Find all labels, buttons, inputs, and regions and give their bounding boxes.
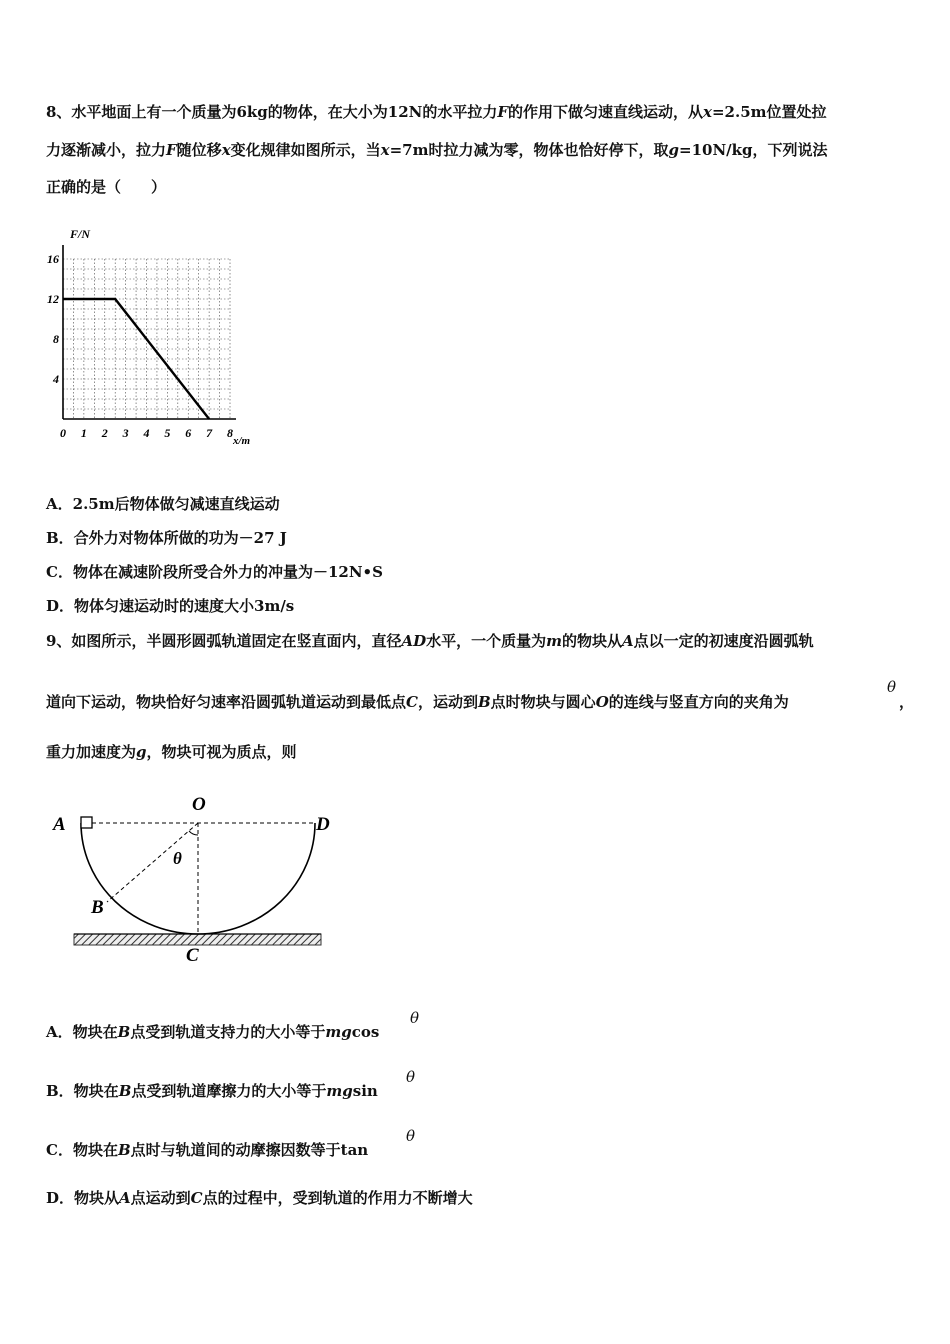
q9-option-b[interactable]: B．物块在B点受到轨道摩擦力的大小等于mgsin	[46, 1082, 378, 1100]
q9-option-d[interactable]: D．物块从A点运动到C点的过程中，受到轨道的作用力不断增大	[46, 1189, 473, 1207]
theta-angle-arc	[189, 831, 198, 835]
label-c: C	[186, 945, 199, 966]
force-displacement-graph	[42, 222, 262, 452]
y-tick-label: 4	[53, 372, 59, 386]
q8-stem-line-1: 8、水平地面上有一个质量为6kg的物体，在大小为12N的水平拉力F的作用下做匀速直线运动，从x=2.5m位置处拉	[46, 103, 827, 121]
q8-option-b[interactable]: B．合外力对物体所做的功为－27 J	[46, 529, 287, 547]
x-tick-label: 3	[122, 426, 129, 440]
x-tick-label: 7	[206, 426, 213, 440]
x-tick-label: 4	[143, 426, 150, 440]
label-d: D	[316, 814, 330, 835]
q8-option-d[interactable]: D．物体匀速运动时的速度大小3m/s	[46, 597, 295, 615]
chart-ticks	[47, 252, 233, 440]
radius-ob-dashed	[107, 823, 198, 902]
label-theta: θ	[173, 849, 182, 868]
theta-symbol: θ	[887, 678, 897, 696]
q8-option-a[interactable]: A．2.5m后物体做匀减速直线运动	[46, 495, 280, 513]
q9-stem-line-3: 重力加速度为g，物块可视为质点，则	[46, 743, 297, 761]
chart-axes	[63, 245, 236, 419]
theta-symbol: θ	[410, 1009, 420, 1027]
q8-option-c[interactable]: C．物体在减速阶段所受合外力的冲量为－12N•S	[46, 563, 383, 581]
x-tick-label: 8	[227, 426, 233, 440]
x-tick-label: 1	[80, 426, 87, 440]
theta-symbol: θ	[406, 1068, 416, 1086]
label-o: O	[192, 794, 206, 815]
ground-hatch	[74, 934, 321, 945]
q9-stem-line-1: 9、如图所示，半圆形圆弧轨道固定在竖直面内，直径AD水平，一个质量为m的物块从A点以一定的初速度沿圆弧轨	[46, 632, 814, 650]
block-at-a	[81, 817, 92, 828]
q8-stem-line-2: 力逐渐减小，拉力F随位移x变化规律如图所示，当x=7m时拉力减为零，物体也恰好停下，取g=10N/kg，下列说法	[46, 141, 828, 159]
x-tick-label: 6	[185, 426, 192, 440]
label-a: A	[53, 814, 66, 835]
y-tick-label: 16	[47, 252, 59, 266]
y-tick-label: 8	[53, 332, 59, 346]
q8-stem-line-3: 正确的是（ ）	[46, 178, 167, 196]
x-tick-label: 0	[60, 426, 66, 440]
x-tick-label: 5	[164, 426, 171, 440]
y-axis-label: F/N	[70, 227, 91, 241]
label-b: B	[91, 897, 104, 918]
theta-symbol: θ	[406, 1127, 416, 1145]
semicircle-track-diagram	[50, 785, 350, 970]
x-tick-label: 2	[101, 426, 108, 440]
q9-option-c[interactable]: C．物块在B点时与轨道间的动摩擦因数等于tan	[46, 1141, 369, 1159]
q9-option-a[interactable]: A．物块在B点受到轨道支持力的大小等于mgcos	[46, 1023, 380, 1041]
q9-stem-line-2: 道向下运动，物块恰好匀速率沿圆弧轨道运动到最低点C，运动到B点时物块与圆心O的连线与竖直方向的夹角为	[46, 693, 789, 711]
y-tick-label: 12	[47, 292, 59, 306]
q9-line2-comma: ，	[899, 693, 915, 711]
x-axis-label: x/m	[233, 435, 251, 447]
